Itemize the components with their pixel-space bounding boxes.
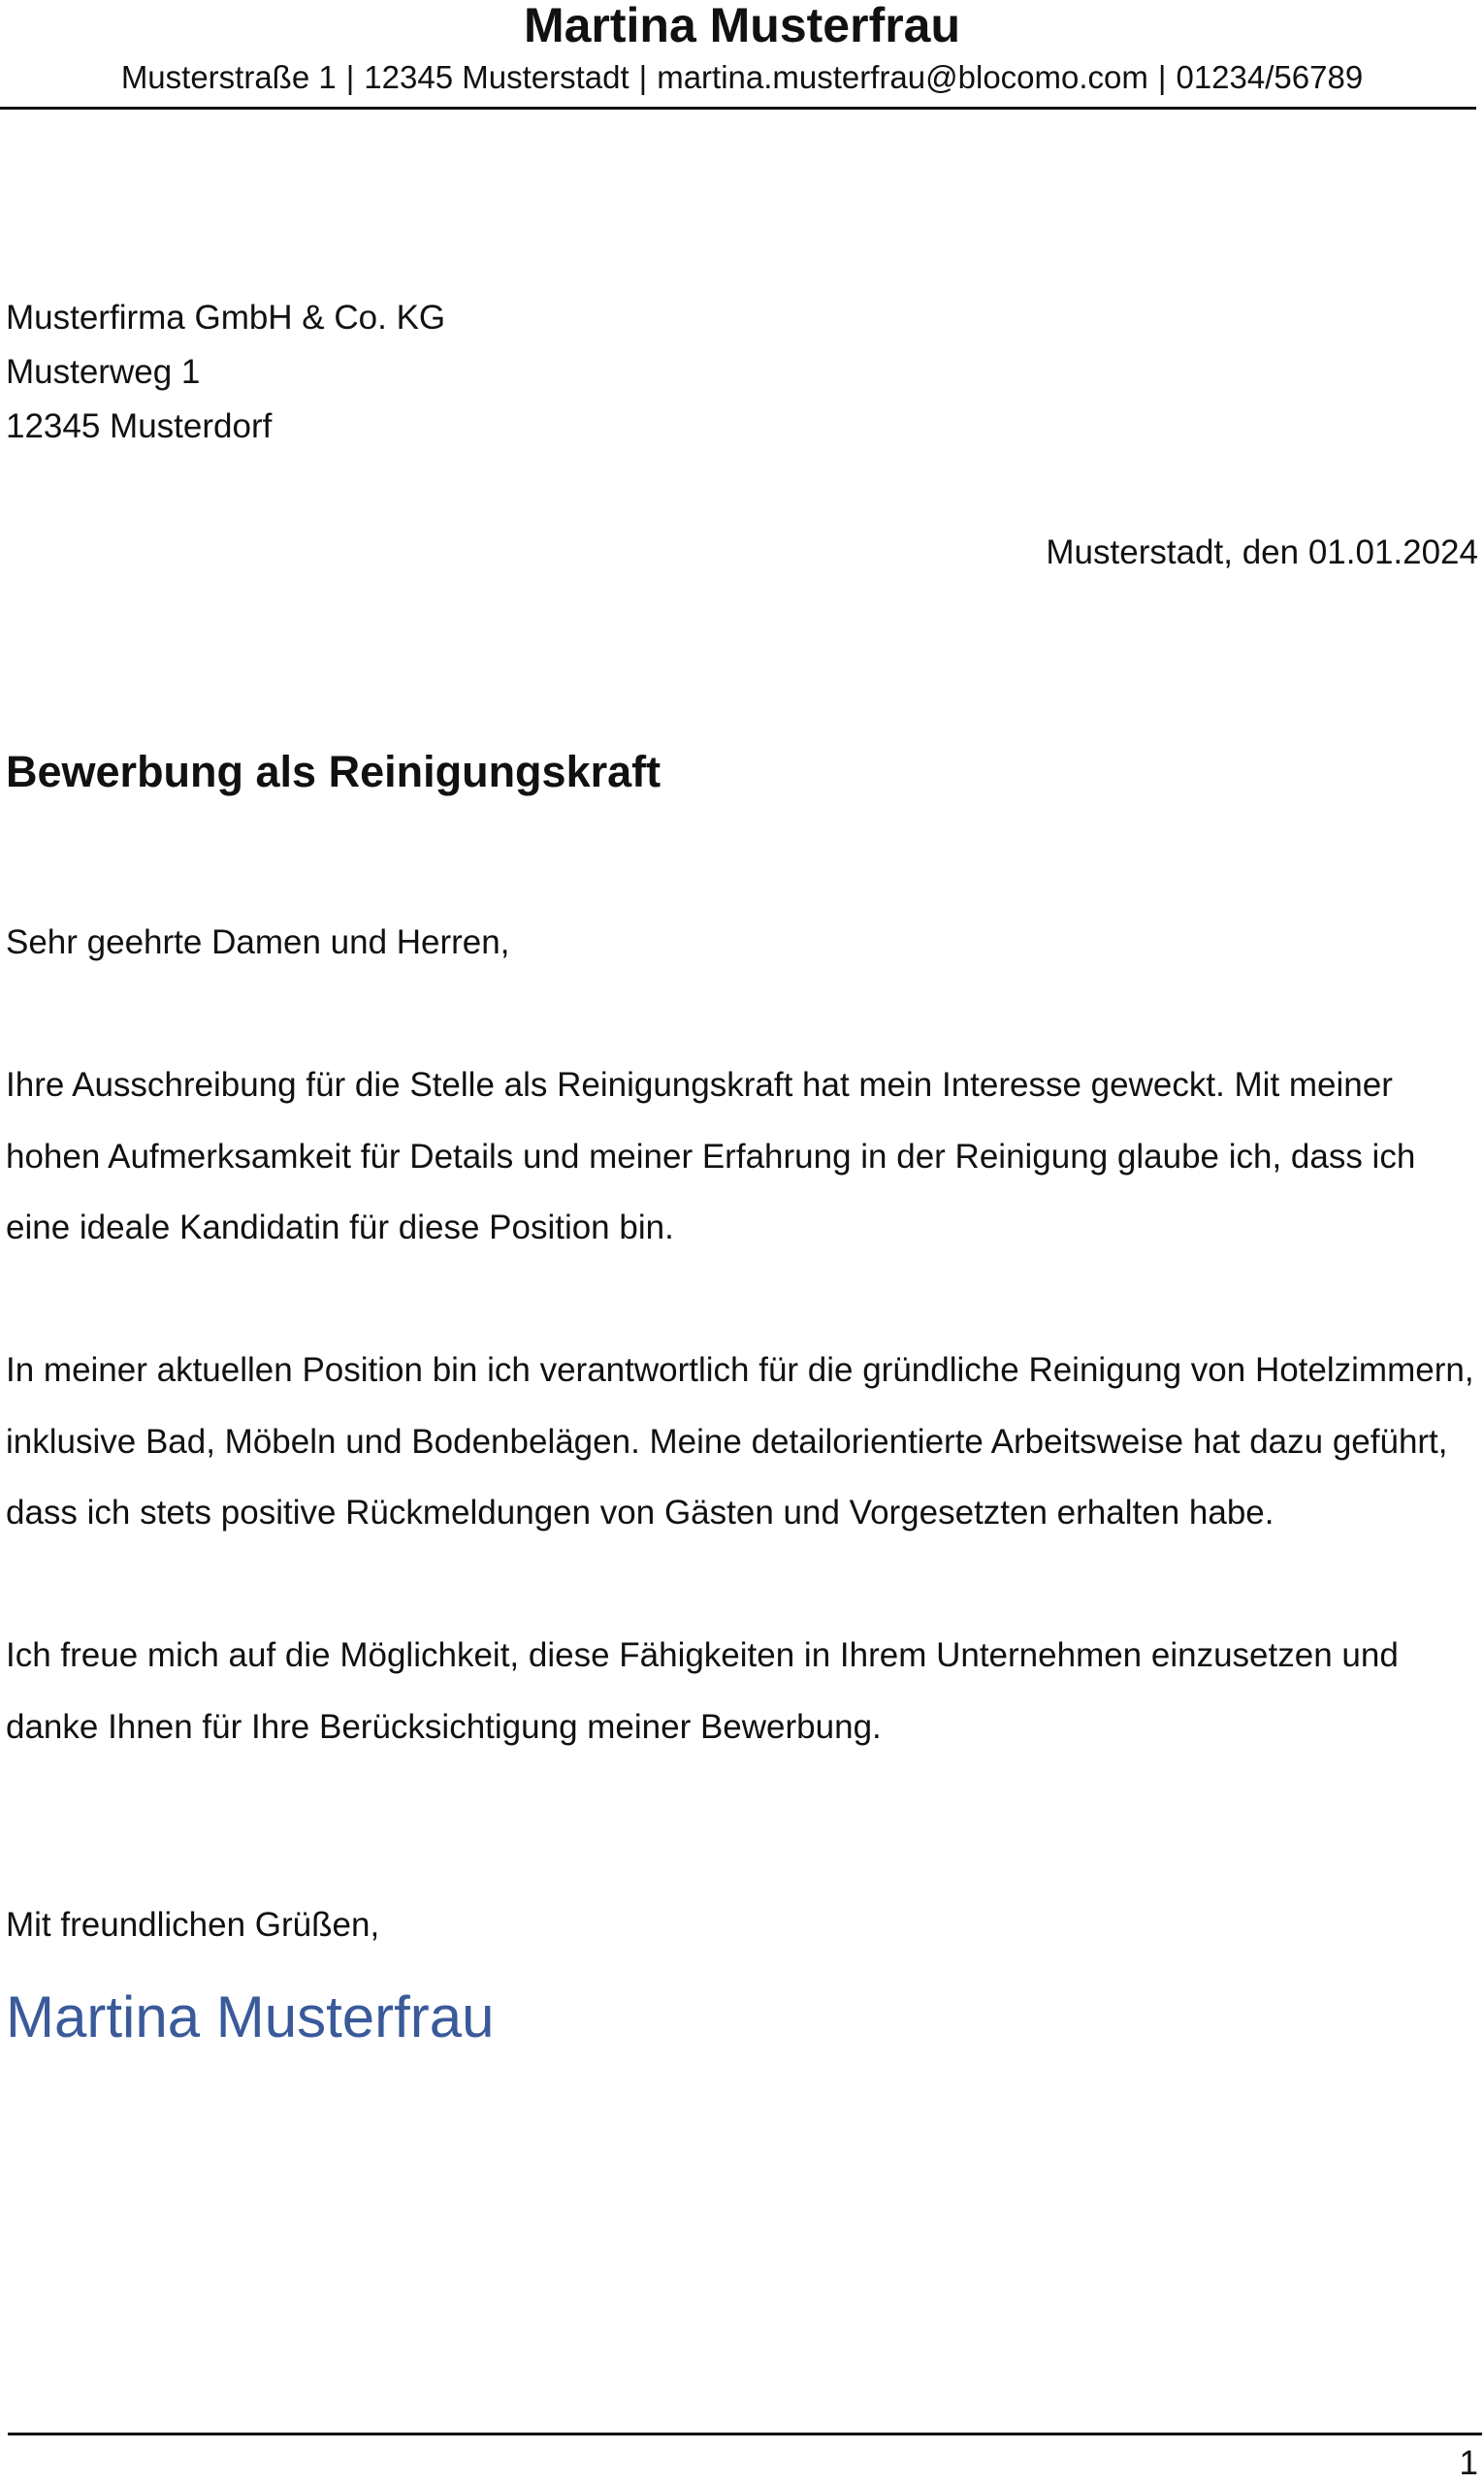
recipient-city: 12345 Musterdorf [6, 407, 273, 445]
body-paragraph: Ihre Ausschreibung für die Stelle als Reinigungskraft hat mein Interesse geweckt. Mit meiner hohen Aufmerksamkeit für Details und meiner Erfahrung in der Reinigung glaube ich, dass ich eine ideale Kandidatin für diese Position bin. [6, 1066, 1416, 1246]
closing-phrase: Mit freundlichen Grüßen, [6, 1906, 380, 1944]
salutation: Sehr geehrte Damen und Herren, [6, 923, 510, 961]
sender-name: Martina Musterfrau [523, 0, 961, 52]
sender-street: Musterstraße 1 [120, 59, 337, 95]
contact-separator: | [638, 59, 648, 95]
recipient-street: Musterweg 1 [6, 353, 201, 391]
place-date-line: Musterstadt, den 01.01.2024 [1046, 533, 1478, 571]
letter-body [6, 907, 1475, 1834]
sender-city: 12345 Musterstadt [364, 59, 629, 95]
letterhead-divider [0, 107, 1476, 110]
body-paragraph: Ich freue mich auf die Möglichkeit, diese Fähigkeiten in Ihrem Unternehmen einzusetzen und danke Ihnen für Ihre Berücksichtigung meiner Bewerbung. [6, 1636, 1399, 1746]
recipient-company: Musterfirma GmbH & Co. KG [6, 299, 446, 337]
sender-contact-line [0, 58, 1484, 97]
sender-phone: 01234/56789 [1176, 59, 1364, 95]
footer-divider [8, 2433, 1482, 2435]
contact-separator: | [345, 59, 355, 95]
subject-line: Bewerbung als Reinigungskraft [6, 747, 661, 796]
contact-separator: | [1157, 59, 1167, 95]
body-paragraph: In meiner aktuellen Position bin ich verantwortlich für die gründliche Reinigung von Hotelzimmern, inklusive Bad, Möbeln und Bodenbelägen. Meine detailorientierte Arbeitsweise hat dazu geführt, dass ich stets positive Rückmeldungen von Gästen und Vorgesetzten erhalten habe. [6, 1351, 1474, 1532]
page-number: 1 [1459, 2444, 1478, 2482]
recipient-address [6, 291, 445, 454]
sender-email: martina.musterfrau@blocomo.com [657, 59, 1148, 95]
signature: Martina Musterfrau [6, 1984, 495, 2049]
